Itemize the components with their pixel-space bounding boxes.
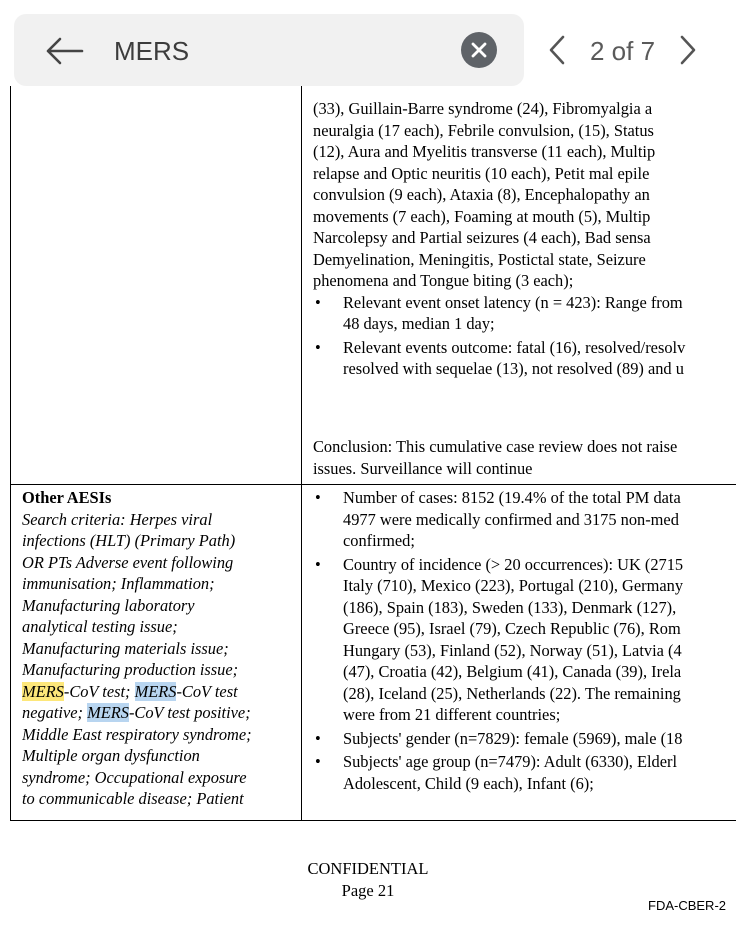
find-in-page-bar — [14, 14, 524, 86]
table-bottom-border — [10, 820, 736, 821]
bullet-line: • Number of cases: 8152 (19.4% of the total PM data — [343, 488, 681, 507]
event-bullets — [313, 292, 736, 380]
text-line: OR PTs Adverse event following — [22, 552, 234, 572]
text-line: Narcolepsy and Partial seizures (4 each), Bad sensa — [313, 228, 651, 247]
bullet-line: (186), Spain (183), Sweden (133), Denmark (127), — [343, 597, 677, 617]
search-criteria-text — [22, 509, 300, 681]
page-number: Page 21 — [341, 881, 395, 900]
search-criteria-text — [22, 724, 300, 810]
search-input[interactable]: MERS — [114, 36, 190, 66]
search-criteria-line: MERS-CoV test; MERS-CoV test — [22, 681, 238, 701]
bullet-line: 48 days, median 1 day; — [343, 314, 495, 333]
bullet-line: (47), Croatia (42), Belgium (41), Canada (39), Irela — [343, 662, 682, 681]
bullet-line: • Relevant events outcome: fatal (16), resolved/resolv — [343, 337, 686, 357]
text-line: (33), Guillain-Barre syndrome (24), Fibromyalgia a — [313, 99, 653, 118]
bullet-line: Greece (95), Israel (79), Czech Republic (76), Rom — [343, 619, 681, 638]
text-line: to communicable disease; Patient — [22, 789, 244, 808]
search-match-active: MERS — [22, 681, 64, 701]
document-id: FDA-CBER-2 — [648, 898, 727, 913]
text-line: movements (7 each), Foaming at mouth (5), Multip — [313, 206, 651, 226]
bullet-line: (28), Iceland (25), Netherlands (22). The remaining — [343, 683, 681, 703]
bullet-item — [313, 337, 736, 380]
bullet-line: Adolescent, Child (9 each), Infant (6); — [343, 773, 594, 793]
text-line: Demyelination, Meningitis, Postictal state, Seizure — [313, 249, 646, 269]
text-line: neuralgia (17 each), Febrile convulsion, (15), Status — [313, 120, 654, 140]
confidential-label: CONFIDENTIAL — [307, 859, 429, 878]
text-line: Search criteria: Herpes viral — [22, 509, 213, 529]
table-row-divider — [10, 484, 736, 485]
conclusion — [313, 436, 736, 479]
bullet-item — [313, 728, 736, 750]
conclusion-line: Conclusion: This cumulative case review does not raise — [313, 437, 678, 456]
close-icon — [461, 32, 497, 68]
bullet-line: were from 21 different countries; — [343, 705, 561, 724]
text-line: convulsion (9 each), Ataxia (8), Encephalopathy an — [313, 185, 650, 204]
event-list-text — [313, 98, 736, 292]
back-arrow-icon[interactable] — [44, 36, 84, 66]
bullet-line: 4977 were medically confirmed and 3175 non-med — [343, 509, 679, 529]
text-line: infections (HLT) (Primary Path) — [22, 531, 236, 550]
bullet-line: • Subjects' gender (n=7829): female (5969), male (18 — [343, 728, 683, 748]
bullet-line: • Subjects' age group (n=7479): Adult (6330), Elderl — [343, 752, 678, 771]
bullet-item — [313, 487, 736, 552]
text-line: analytical testing issue; — [22, 617, 178, 636]
bullet-line: Hungary (53), Finland (52), Norway (51), Latvia (4 — [343, 640, 682, 660]
text-line: Manufacturing laboratory — [22, 595, 195, 615]
table-cell-aesi-results — [313, 487, 736, 796]
table-left-border — [10, 86, 11, 820]
previous-match-button[interactable] — [545, 34, 569, 66]
text-line: (12), Aura and Myelitis transverse (11 each), Multip — [313, 142, 656, 161]
aesi-bullets — [313, 487, 736, 794]
table-cell-aesi-criteria — [22, 487, 300, 810]
search-match: MERS — [87, 703, 129, 722]
bullet-item — [313, 292, 736, 335]
next-match-button[interactable] — [676, 34, 700, 66]
aesi-heading: Other AESIs — [22, 488, 112, 507]
bullet-line: • Country of incidence (> 20 occurrences): UK (2715 — [343, 554, 684, 574]
clear-search-button[interactable] — [461, 32, 497, 68]
bullet-line: Italy (710), Mexico (223), Portugal (210), Germany — [343, 576, 684, 595]
search-match: MERS — [134, 681, 177, 701]
bullet-item — [313, 751, 736, 794]
conclusion-line: issues. Surveillance will continue — [313, 458, 533, 478]
text-line: Manufacturing production issue; — [22, 660, 239, 679]
bullet-item — [313, 554, 736, 726]
text-line: Multiple organ dysfunction — [22, 746, 200, 765]
text-line: Manufacturing materials issue; — [22, 638, 229, 658]
text-line: immunisation; Inflammation; — [22, 574, 215, 593]
text-line: phenomena and Tongue biting (3 each); — [313, 271, 574, 290]
search-criteria-line: negative; MERS-CoV test positive; — [22, 703, 251, 722]
text-line: Middle East respiratory syndrome; — [22, 724, 252, 744]
table-cell-top-right — [313, 98, 736, 382]
table-column-divider — [301, 86, 302, 820]
bullet-line: resolved with sequelae (13), not resolved (89) and u — [343, 359, 684, 378]
bullet-line: confirmed; — [343, 531, 415, 550]
match-counter: 2 of 7 — [590, 36, 656, 66]
bullet-line: • Relevant event onset latency (n = 423): Range from — [343, 292, 683, 312]
text-line: syndrome; Occupational exposure — [22, 767, 247, 787]
text-line: relapse and Optic neuritis (10 each), Petit mal epile — [313, 163, 650, 183]
